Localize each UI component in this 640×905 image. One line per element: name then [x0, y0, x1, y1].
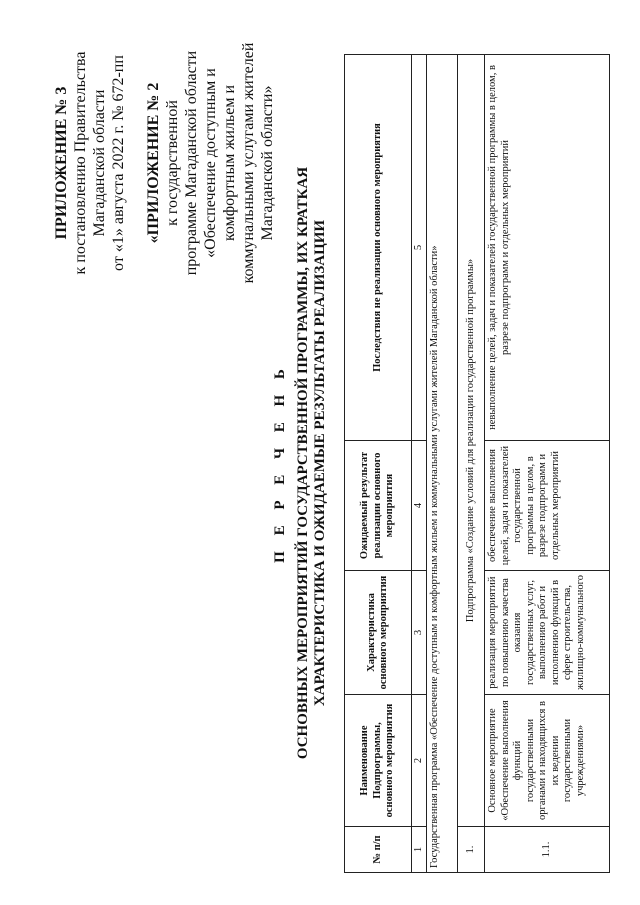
document-title: [272, 103, 329, 823]
header-cell-name: Наименование Подпрограммы, основного мероприятия: [345, 695, 412, 827]
appendix-number-2: «ПРИЛОЖЕНИЕ № 2: [145, 82, 162, 244]
column-number: 5: [412, 55, 427, 441]
title-line-2: ХАРАКТЕРИСТИКА И ОЖИДАЕМЫЕ РЕЗУЛЬТАТЫ РЕАЛИЗАЦИИ: [312, 219, 328, 707]
header-cell-result: Ожидаемый результат реализации основного мероприятия: [345, 441, 412, 571]
appendix-line: к постановлению Правительства: [72, 51, 89, 275]
title-perechen: П Е Р Е Ч Е Н Ь: [272, 363, 288, 563]
header-cell-consequence: Последствия не реализации основного мероприятия: [345, 55, 412, 441]
appendix-line: коммунальными услугами жителей: [240, 42, 257, 284]
appendix-header: [52, 8, 277, 318]
column-number: 3: [412, 571, 427, 695]
appendix-line: Магаданской области: [91, 89, 108, 237]
appendix-line: «Обеспечение доступным и: [202, 68, 219, 258]
appendix-date-line: от «1» августа 2022 г. № 672-пп: [110, 55, 127, 271]
appendix-line: Магаданской области»: [259, 85, 276, 241]
row-expected-result: обеспечение выполнения целей, задач и показателей государственной программы в целом, в разрезе подпрограмм и отдельных мероприятий: [485, 441, 610, 571]
measures-table: [344, 54, 610, 873]
header-cell-number: № п/п: [345, 827, 412, 873]
table-row: [485, 55, 610, 873]
row-measure-name: Основное мероприятие «Обеспечение выполнения функций государственными органами и находящихся в их ведении государственными учреждениями»: [485, 695, 610, 827]
table-header-row: [345, 55, 412, 873]
appendix-number: ПРИЛОЖЕНИЕ № 3: [53, 86, 70, 240]
column-number-row: [412, 55, 427, 873]
column-number: 2: [412, 695, 427, 827]
row-consequence: невыполнение целей, задач и показателей государственной программы в целом, в разрезе подпрограмм и отдельных мероприятий: [485, 55, 610, 441]
header-cell-characteristic: Характеристика основного мероприятия: [345, 571, 412, 695]
subprogram-title: Подпрограмма «Создание условий для реализации государственной программы»: [458, 55, 485, 827]
state-program-title: Государственная программа «Обеспечение доступным и комфортным жильем и коммунальными услугами жителей Магаданской области»: [427, 55, 458, 873]
title-line-1: ОСНОВНЫХ МЕРОПРИЯТИЙ ГОСУДАРСТВЕННОЙ ПРОГРАММЫ, ИХ КРАТКАЯ: [295, 166, 311, 760]
state-program-row: [427, 55, 458, 873]
row-characteristic: реализация мероприятий по повышению качества оказания государственных услуг, выполнению работ и исполнению функций в сфере строительства, жилищно-коммунального: [485, 571, 610, 695]
subprogram-row: [458, 55, 485, 873]
column-number: 1: [412, 827, 427, 873]
column-number: 4: [412, 441, 427, 571]
appendix-line: к государственной: [164, 100, 181, 226]
appendix-line: комфортным жильем и: [221, 84, 238, 242]
row-number: 1.1.: [485, 827, 610, 873]
subprogram-number: 1.: [458, 827, 485, 873]
appendix-spacer: [128, 8, 144, 318]
appendix-line: программе Магаданской области: [183, 50, 200, 276]
rotated-page: [0, 3, 640, 903]
